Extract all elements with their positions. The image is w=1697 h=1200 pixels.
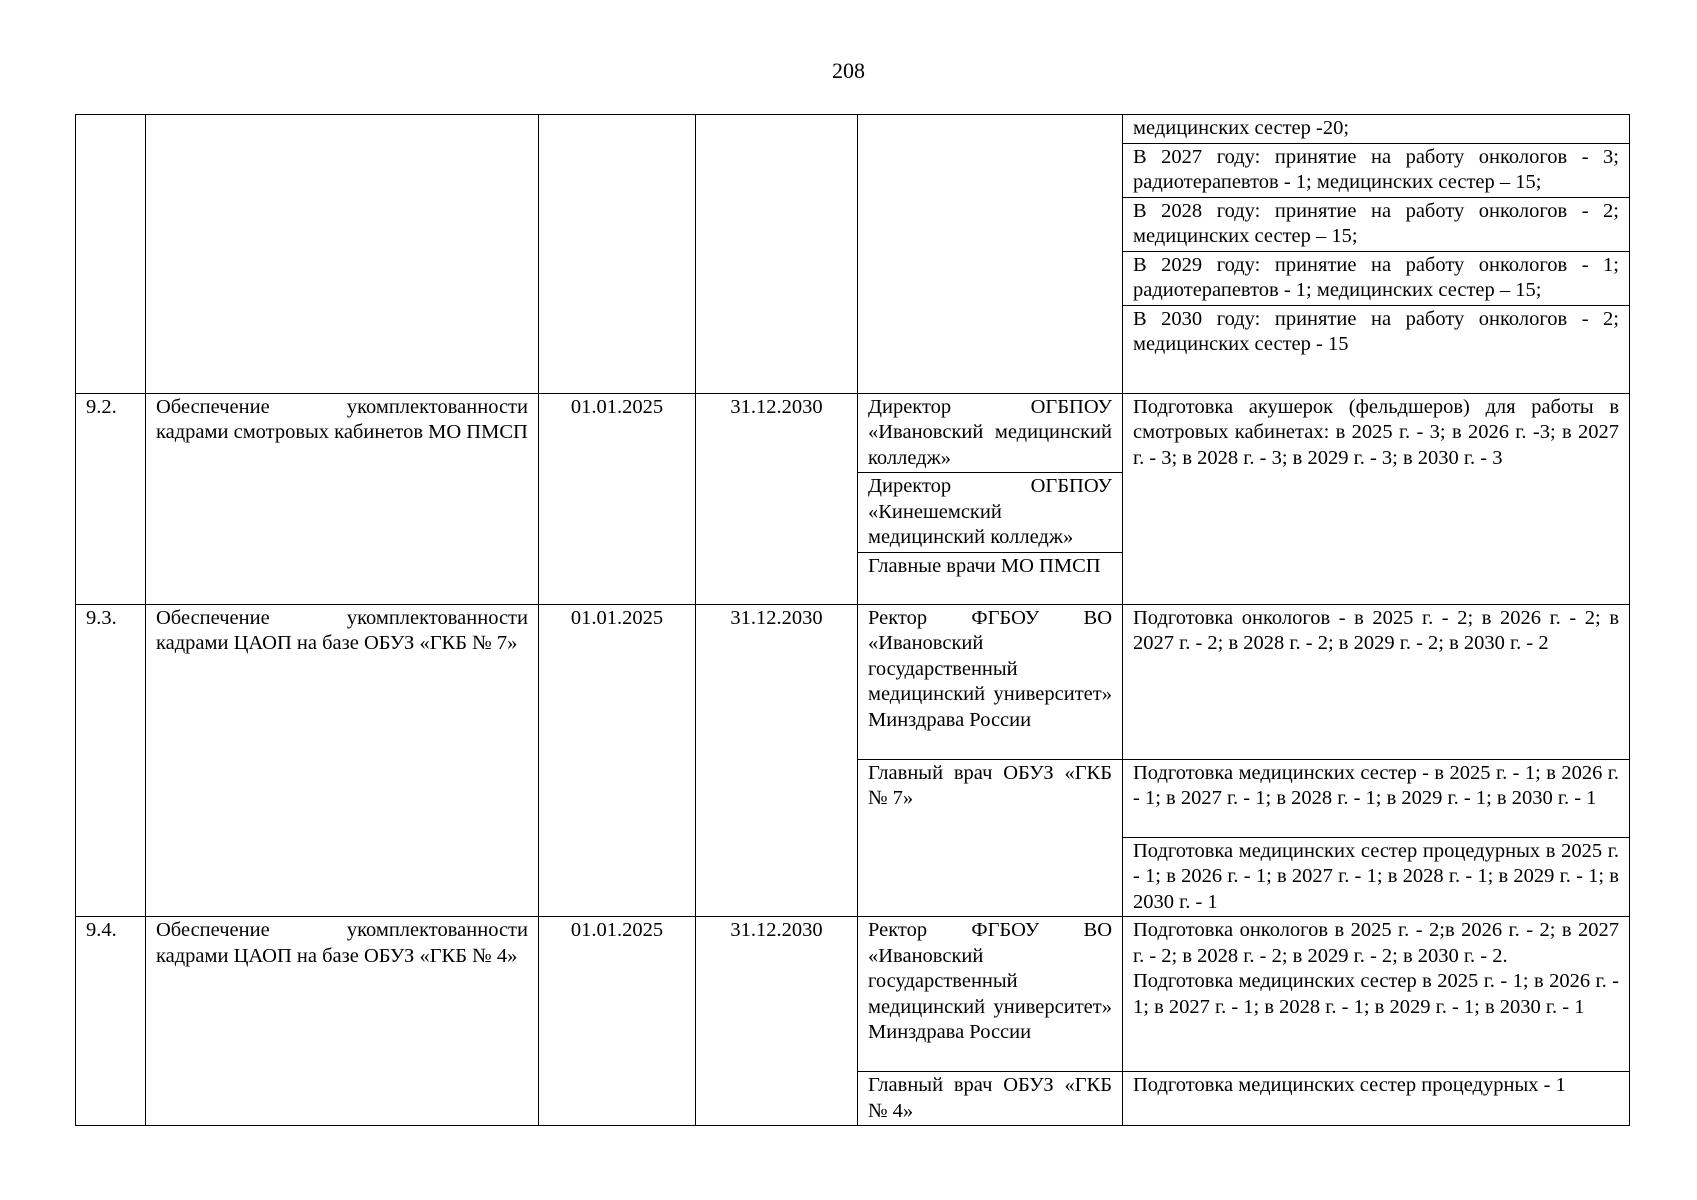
- cell-responsible: Ректор ФГБОУ ВО «Ивановский государственный медицинский университет» Минздрава России: [858, 917, 1123, 1072]
- table-row: [76, 917, 1630, 1072]
- cell-result: Подготовка медицинских сестер процедурных - 1: [1123, 1072, 1630, 1126]
- cell-resp-empty: [858, 115, 1123, 394]
- cell-start-date: 01.01.2025: [539, 917, 696, 1126]
- cell-end-date: 31.12.2030: [696, 393, 858, 604]
- cell-responsible: Директор ОГБПОУ «Кинешемский медицинский колледж»: [858, 473, 1123, 553]
- cell-result: Подготовка медицинских сестер - в 2025 г. - 1; в 2026 г. - 1; в 2027 г. - 1; в 2028 г. - 1; в 2029 г. - 1; в 2030 г. - 1: [1123, 759, 1630, 837]
- cell-num: 9.4.: [76, 917, 146, 1126]
- cell-num: 9.2.: [76, 393, 146, 604]
- cell-start-empty: [539, 115, 696, 394]
- cell-result: В 2030 году: принятие на работу онкологов - 2; медицинских сестер - 15: [1123, 305, 1630, 393]
- cell-responsible: Главные врачи МО ПМСП: [858, 552, 1123, 604]
- cell-num-empty: [76, 115, 146, 394]
- table-row: [76, 115, 1630, 144]
- cell-responsible: Директор ОГБПОУ «Ивановский медицинский колледж»: [858, 393, 1123, 473]
- cell-result: [1123, 917, 1630, 1072]
- cell-responsible: Главный врач ОБУЗ «ГКБ № 4»: [858, 1072, 1123, 1126]
- table-row: [76, 393, 1630, 473]
- cell-start-date: 01.01.2025: [539, 604, 696, 917]
- cell-result: В 2029 году: принятие на работу онкологов - 1; радиотерапевтов - 1; медицинских сестер – 15;: [1123, 251, 1630, 305]
- cell-result: Подготовка медицинских сестер процедурных в 2025 г. - 1; в 2026 г. - 1; в 2027 г. - 1; в 2028 г. - 1; в 2029 г. - 1; в 2030 г. - 1: [1123, 837, 1630, 917]
- cell-num: 9.3.: [76, 604, 146, 917]
- result-line: Подготовка медицинских сестер в 2025 г. - 1; в 2026 г. - 1; в 2027 г. - 1; в 2028 г. - 1; в 2029 г. - 1; в 2030 г. - 1: [1133, 970, 1619, 1018]
- cell-result: В 2028 году: принятие на работу онкологов - 2; медицинских сестер – 15;: [1123, 197, 1630, 251]
- result-line: Подготовка онкологов в 2025 г. - 2;в 2026 г. - 2; в 2027 г. - 2; в 2028 г. - 2; в 2029 г. - 2; в 2030 г. - 2.: [1133, 919, 1619, 967]
- activities-table: [75, 114, 1630, 1126]
- cell-result: В 2027 году: принятие на работу онкологов - 3; радиотерапевтов - 1; медицинских сестер – 15;: [1123, 143, 1630, 197]
- cell-result: Подготовка акушерок (фельдшеров) для работы в смотровых кабинетах: в 2025 г. - 3; в 2026 г. -3; в 2027 г. - 3; в 2028 г. - 3; в 2029 г. - 3; в 2030 г. - 3: [1123, 393, 1630, 604]
- cell-name: Обеспечение укомплектованности кадрами ЦАОП на базе ОБУЗ «ГКБ № 4»: [146, 917, 539, 1126]
- cell-result: медицинских сестер -20;: [1123, 115, 1630, 144]
- cell-name-empty: [146, 115, 539, 394]
- cell-result: Подготовка онкологов - в 2025 г. - 2; в 2026 г. - 2; в 2027 г. - 2; в 2028 г. - 2; в 2029 г. - 2; в 2030 г. - 2: [1123, 604, 1630, 759]
- cell-name: Обеспечение укомплектованности кадрами смотровых кабинетов МО ПМСП: [146, 393, 539, 604]
- cell-start-date: 01.01.2025: [539, 393, 696, 604]
- cell-responsible: Ректор ФГБОУ ВО «Ивановский государственный медицинский университет» Минздрава России: [858, 604, 1123, 759]
- table-row: [76, 604, 1630, 759]
- page-number: 208: [832, 58, 865, 83]
- cell-name: Обеспечение укомплектованности кадрами ЦАОП на базе ОБУЗ «ГКБ № 7»: [146, 604, 539, 917]
- cell-end-date: 31.12.2030: [696, 604, 858, 917]
- cell-responsible: Главный врач ОБУЗ «ГКБ № 7»: [858, 759, 1123, 917]
- cell-end-empty: [696, 115, 858, 394]
- cell-end-date: 31.12.2030: [696, 917, 858, 1126]
